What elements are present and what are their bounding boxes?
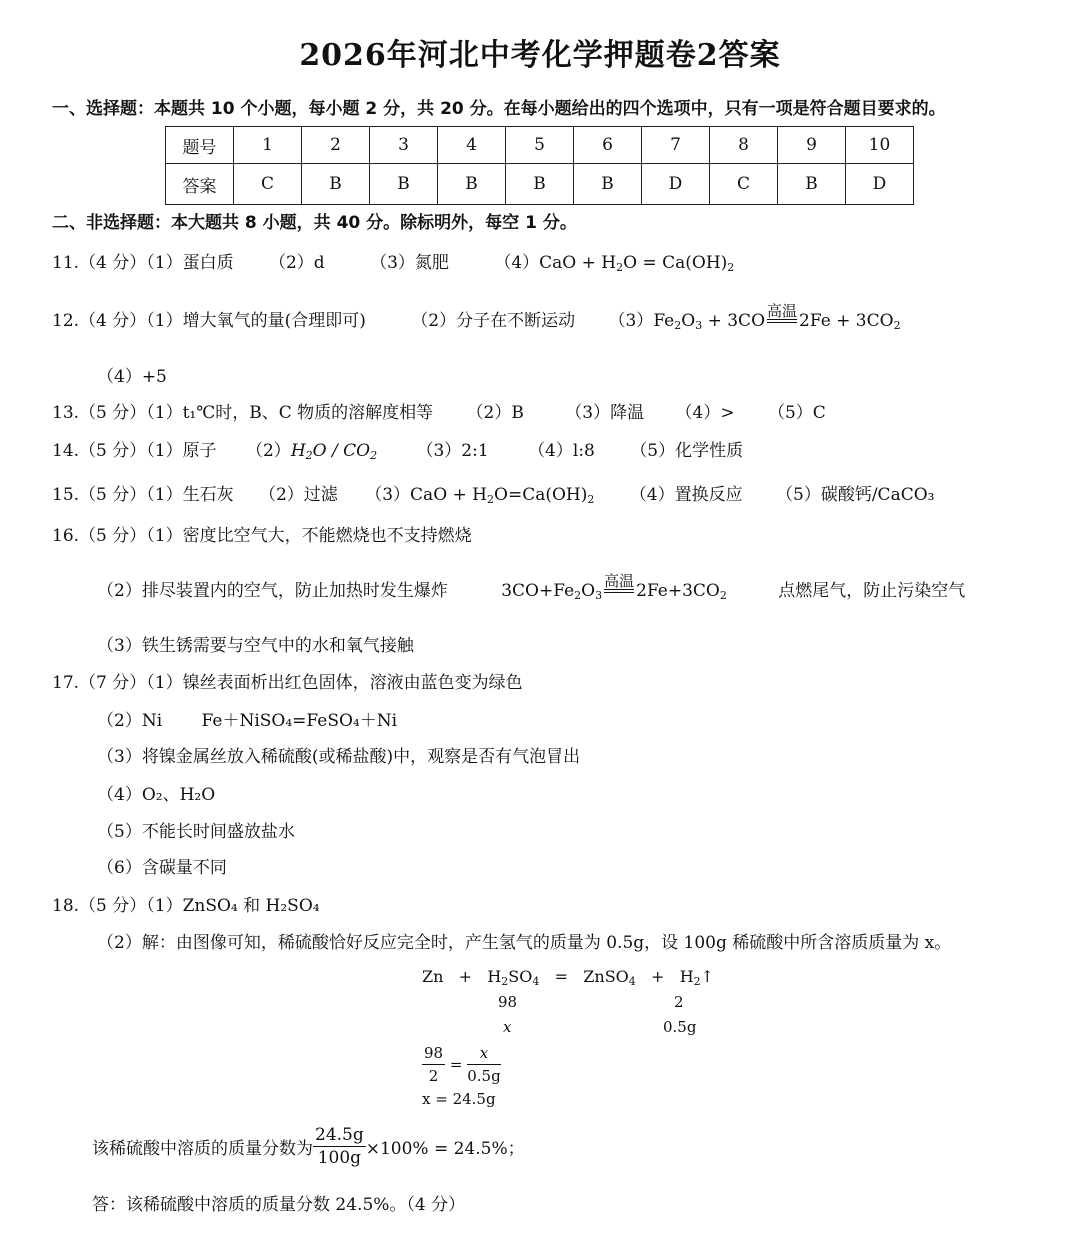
q17-part6: （6）含碳量不同 [97,858,227,878]
q15-part4: （4）置换反应 [629,485,743,505]
q15-part2: （2）过滤 [258,485,338,505]
frac-denominator: 100g [317,1148,362,1168]
table-cell: 2 [302,127,370,164]
table-cell: 6 [574,127,642,164]
q18-part2: （2）解：由图像可知，稀硫酸恰好反应完全时，产生氢气的质量为 0.5g，设 100g 稀硫酸中所含溶质质量为 x。 [97,933,952,953]
q17-part2: （2）Ni Fe＋NiSO₄=FeSO₄＋Ni [97,711,398,731]
table-cell: B [438,164,506,205]
table-cell: B [370,164,438,205]
page-title: 2026年河北中考化学押题卷2答案 [299,38,781,73]
q18-result: x = 24.5g [422,1090,496,1108]
q18-var-h2: 0.5g [663,1018,697,1036]
frac-denominator: 0.5g [467,1067,501,1085]
q18-mass-lead: 该稀硫酸中溶质的质量分数为 [92,1139,313,1159]
q15-equation: CaO + $H_2O=Ca(OH)_2$ [410,485,595,506]
table-cell: 9 [778,127,846,164]
table-cell: C [710,164,778,205]
q12-line [52,302,901,333]
frac-denominator: 2 [428,1067,439,1085]
q12-part2: （2）分子在不断运动 [411,311,576,331]
q11-part4: （4） [494,253,540,273]
q12-part3: （3） [608,311,654,331]
table-row-numbers [166,127,914,164]
frac-numerator: 24.5g [315,1125,364,1145]
table-cell: B [778,164,846,205]
q12-part4: （4）+5 [97,367,167,387]
table-cell: 7 [642,127,710,164]
q15-part5: （5）碳酸钙/CaCO₃ [776,485,935,505]
section2-heading: 二、非选择题：本大题共 8 小题，共 40 分。除标明外，每空 1 分。 [52,213,577,233]
q17-part4: （4）O₂、H₂O [97,785,216,805]
q18-mr-h2so4: 98 [498,993,518,1011]
q18-part1: 18.（5 分）（1）ZnSO₄ 和 H₂SO₄ [52,896,320,916]
table-cell: B [302,164,370,205]
q11-part2: （2）d [268,253,325,273]
table-cell: 3 [370,127,438,164]
q17-part5: （5）不能长时间盛放盐水 [97,822,295,842]
q17-part1: 17.（7 分）（1）镍丝表面析出红色固体，溶液由蓝色变为绿色 [52,673,523,693]
q12-part1: 12.（4 分）（1）增大氧气的量(合理即可) [52,311,366,331]
table-cell: 4 [438,127,506,164]
q18-mass-fraction [92,1124,525,1169]
q17-part3: （3）将镍金属丝放入稀硫酸(或稀盐酸)中，观察是否有气泡冒出 [97,747,581,767]
table-cell: 10 [846,127,914,164]
q12-condition: 高温 [767,302,798,320]
frac-numerator: 98 [422,1042,445,1065]
q16-equation: $3CO+Fe_2O_3$ 高温 $2Fe+3CO_2$ [501,572,727,602]
q15-part1: 15.（5 分）（1）生石灰 [52,485,234,505]
q11-part1: 11.（4 分）（1）蛋白质 [52,253,234,273]
q18-var-x: x [503,1018,512,1036]
table-row-label: 题号 [166,127,234,164]
table-row-label: 答案 [166,164,234,205]
q16-condition: 高温 [604,572,635,590]
q11-part3: （3）氮肥 [370,253,449,273]
q14-line [52,436,743,461]
q14-part5: （5）化学性质 [630,441,744,461]
q14-part2: （2） [245,441,291,461]
q14-part1: 14.（5 分）（1）原子 [52,441,217,461]
q18-answer: 答：该稀硫酸中溶质的质量分数 24.5%。（4 分） [92,1195,466,1215]
table-cell: D [846,164,914,205]
answer-table [165,126,914,205]
q15-line [52,480,934,505]
q13-part1: 13.（5 分）（1）t₁℃时，B、C 物质的溶解度相等 [52,403,434,423]
q16-part3: （3）铁生锈需要与空气中的水和氧气接触 [97,636,414,656]
q13-part5: （5）C [767,403,826,423]
q16-line2 [97,572,966,603]
q11-equation: CaO + $H_2O = Ca(OH)_2$ [539,253,735,274]
q14-part4: （4）l:8 [528,441,595,461]
table-cell: C [234,164,302,205]
q13-part4: （4）> [675,403,735,423]
q13-part3: （3）降温 [565,403,645,423]
q13-part2: （2）B [466,403,524,423]
q18-equation: $Zn + H_2SO_4$ = ZnSO$_4$ + $H_2↑$ [422,967,715,988]
table-cell: B [506,164,574,205]
section1-heading: 一、选择题：本题共 10 个小题，每小题 2 分，共 20 分。在每小题给出的四个选项中，只有一项是符合题目要求的。 [52,99,946,119]
table-cell: 8 [710,127,778,164]
table-cell: B [574,164,642,205]
table-cell: 5 [506,127,574,164]
q11-line [52,248,734,273]
q18-mr-h2: 2 [674,993,684,1011]
q16-part2: （2）排尽装置内的空气，防止加热时发生爆炸 [97,581,448,601]
frac-numerator: x [467,1042,500,1065]
q14-formula: $H_2O / CO_2$ [290,441,378,462]
table-cell: 1 [234,127,302,164]
q16-part1: 16.（5 分）（1）密度比空气大，不能燃烧也不支持燃烧 [52,526,472,546]
q16-part2b: 点燃尾气，防止污染空气 [778,581,966,601]
q15-part3: （3） [365,485,411,505]
table-cell: D [642,164,710,205]
q12-equation: $Fe_2O_3 + 3CO$ 高温 $2Fe + 3CO_2$ [653,302,901,332]
table-row-answers [166,164,914,205]
q13-line [52,398,826,423]
q14-part3: （3）2:1 [416,441,489,461]
q18-mass-tail: ×100% = 24.5%； [365,1139,525,1159]
q18-proportion: $\frac{98}{2}$ = $\frac{x}{0.5g}$ [424,1044,501,1085]
